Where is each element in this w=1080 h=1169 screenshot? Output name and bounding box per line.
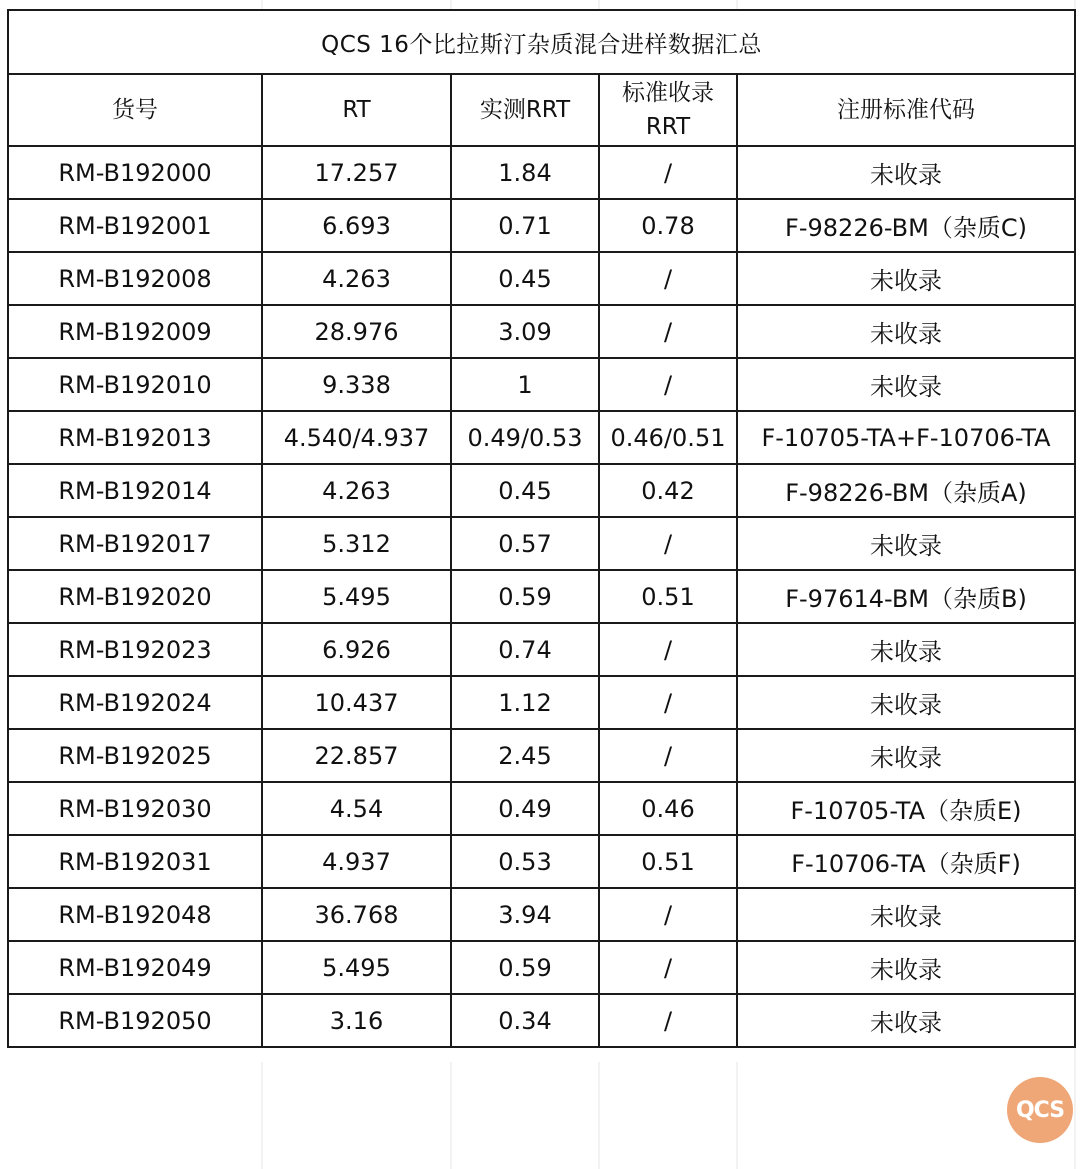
cell-item-no: RM-B192025 [8,729,262,782]
cell-registration-code: F-98226-BM（杂质C) [737,199,1075,252]
cell-registration-code: 未收录 [737,358,1075,411]
column-header-standard-rrt-label: 标准收录RRT [622,80,714,140]
table-row [8,676,1075,729]
cell-rt: 10.437 [262,676,451,729]
impurity-data-table [7,9,1076,1048]
cell-rt: 5.312 [262,517,451,570]
cell-rt: 6.926 [262,623,451,676]
cell-registration-code: F-10705-TA+F-10706-TA [737,411,1075,464]
cell-measured-rrt: 0.59 [451,941,599,994]
cell-standard-rrt: 0.51 [599,570,737,623]
cell-item-no: RM-B192000 [8,146,262,199]
cell-measured-rrt: 0.71 [451,199,599,252]
cell-standard-rrt: / [599,358,737,411]
cell-registration-code: 未收录 [737,146,1075,199]
cell-measured-rrt: 1.84 [451,146,599,199]
cell-rt: 5.495 [262,570,451,623]
cell-registration-code: 未收录 [737,676,1075,729]
table-row [8,464,1075,517]
cell-standard-rrt: / [599,994,737,1047]
cell-measured-rrt: 0.45 [451,464,599,517]
cell-rt: 4.263 [262,252,451,305]
cell-item-no: RM-B192031 [8,835,262,888]
table-row [8,623,1075,676]
cell-rt: 36.768 [262,888,451,941]
cell-standard-rrt: / [599,252,737,305]
cell-measured-rrt: 1.12 [451,676,599,729]
cell-measured-rrt: 1 [451,358,599,411]
cell-registration-code: F-97614-BM（杂质B) [737,570,1075,623]
cell-rt: 4.54 [262,782,451,835]
qcs-logo: QCS [1007,1077,1073,1143]
cell-item-no: RM-B192017 [8,517,262,570]
cell-item-no: RM-B192020 [8,570,262,623]
cell-standard-rrt: / [599,146,737,199]
column-header-registration-code: 注册标准代码 [737,74,1075,146]
cell-standard-rrt: 0.51 [599,835,737,888]
cell-item-no: RM-B192050 [8,994,262,1047]
cell-rt: 4.937 [262,835,451,888]
cell-measured-rrt: 0.59 [451,570,599,623]
cell-registration-code: 未收录 [737,941,1075,994]
cell-rt: 6.693 [262,199,451,252]
cell-measured-rrt: 0.49/0.53 [451,411,599,464]
cell-standard-rrt: / [599,729,737,782]
cell-item-no: RM-B192024 [8,676,262,729]
cell-measured-rrt: 0.74 [451,623,599,676]
table-row [8,358,1075,411]
cell-measured-rrt: 0.34 [451,994,599,1047]
cell-registration-code: F-98226-BM（杂质A) [737,464,1075,517]
cell-standard-rrt: / [599,305,737,358]
cell-standard-rrt: / [599,888,737,941]
cell-standard-rrt: 0.78 [599,199,737,252]
cell-item-no: RM-B192010 [8,358,262,411]
cell-item-no: RM-B192049 [8,941,262,994]
cell-registration-code: 未收录 [737,305,1075,358]
cell-item-no: RM-B192008 [8,252,262,305]
cell-registration-code: 未收录 [737,623,1075,676]
cell-registration-code: 未收录 [737,729,1075,782]
cell-measured-rrt: 3.94 [451,888,599,941]
table-row [8,994,1075,1047]
cell-item-no: RM-B192023 [8,623,262,676]
cell-measured-rrt: 0.57 [451,517,599,570]
cell-registration-code: 未收录 [737,994,1075,1047]
cell-measured-rrt: 0.45 [451,252,599,305]
column-header-measured-rrt: 实测RRT [451,74,599,146]
table-row [8,199,1075,252]
cell-item-no: RM-B192009 [8,305,262,358]
cell-standard-rrt: 0.46 [599,782,737,835]
cell-item-no: RM-B192030 [8,782,262,835]
cell-standard-rrt: / [599,941,737,994]
cell-measured-rrt: 3.09 [451,305,599,358]
cell-measured-rrt: 0.49 [451,782,599,835]
cell-rt: 3.16 [262,994,451,1047]
cell-rt: 22.857 [262,729,451,782]
cell-rt: 28.976 [262,305,451,358]
cell-registration-code: F-10705-TA（杂质E) [737,782,1075,835]
cell-item-no: RM-B192048 [8,888,262,941]
column-header-item-no: 货号 [8,74,262,146]
table-row [8,411,1075,464]
table-row [8,252,1075,305]
table-row [8,517,1075,570]
cell-rt: 4.263 [262,464,451,517]
cell-item-no: RM-B192014 [8,464,262,517]
cell-standard-rrt: / [599,676,737,729]
table-header-row [8,74,1075,146]
cell-standard-rrt: 0.42 [599,464,737,517]
cell-measured-rrt: 0.53 [451,835,599,888]
table-row [8,570,1075,623]
table-row [8,729,1075,782]
table-row [8,305,1075,358]
cell-registration-code: 未收录 [737,517,1075,570]
cell-rt: 17.257 [262,146,451,199]
cell-item-no: RM-B192001 [8,199,262,252]
cell-standard-rrt: 0.46/0.51 [599,411,737,464]
cell-rt: 5.495 [262,941,451,994]
cell-registration-code: 未收录 [737,888,1075,941]
cell-measured-rrt: 2.45 [451,729,599,782]
table-row [8,835,1075,888]
table-row [8,146,1075,199]
column-header-standard-rrt [599,74,737,146]
table-title: QCS 16个比拉斯汀杂质混合进样数据汇总 [8,10,1075,74]
cell-registration-code: F-10706-TA（杂质F) [737,835,1075,888]
cell-registration-code: 未收录 [737,252,1075,305]
table-row [8,941,1075,994]
table-row [8,782,1075,835]
cell-standard-rrt: / [599,623,737,676]
table-title-row [8,10,1075,74]
column-header-rt: RT [262,74,451,146]
cell-rt: 9.338 [262,358,451,411]
cell-standard-rrt: / [599,517,737,570]
cell-item-no: RM-B192013 [8,411,262,464]
cell-rt: 4.540/4.937 [262,411,451,464]
table-row [8,888,1075,941]
